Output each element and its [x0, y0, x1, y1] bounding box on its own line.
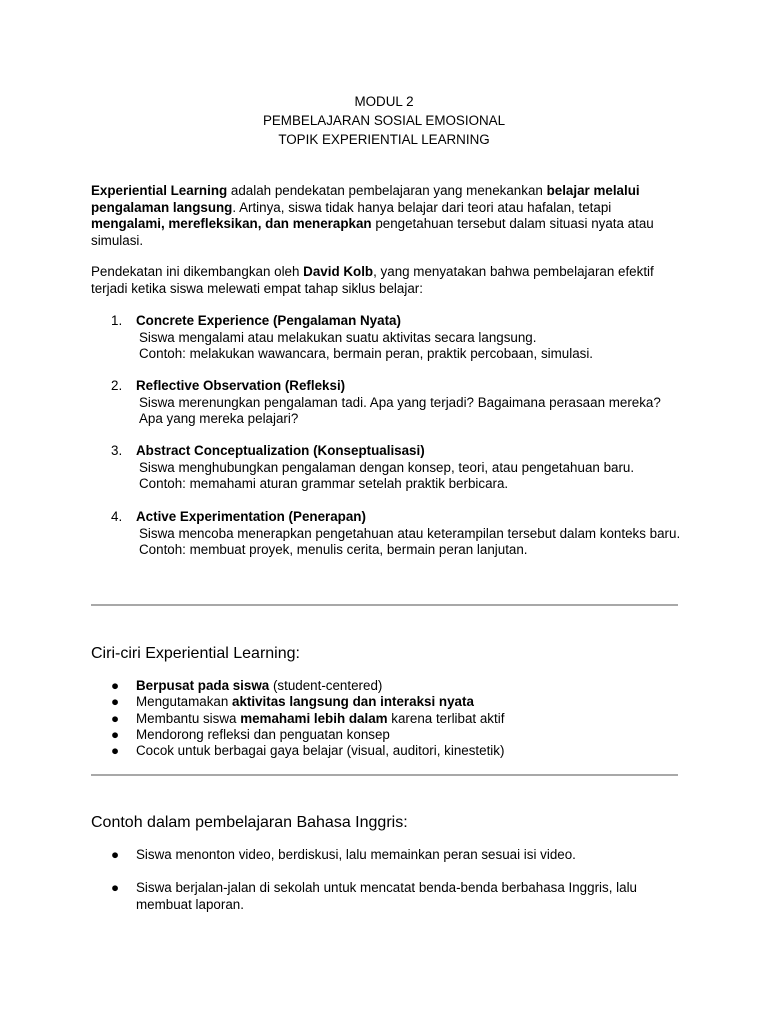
term-experiential-learning: Experiential Learning: [91, 183, 228, 198]
bullet-icon: ●: [111, 678, 120, 693]
list-item: ● Mendorong refleksi dan penguatan konsep: [111, 726, 390, 742]
module-number: MODUL 2: [354, 94, 414, 109]
stage-description: Siswa merenungkan pengalaman tadi. Apa yang terjadi? Bagaimana perasaan mereka? Apa yang mereka pelajari?: [139, 394, 661, 426]
stage-item: [111, 443, 681, 493]
stage-title: Reflective Observation (Refleksi): [136, 378, 346, 393]
kolb-paragraph: Pendekatan ini dikembangkan oleh David Kolb, yang menyatakan bahwa pembelajaran efektif terjadi ketika siswa melewati empat tahap siklus belajar:: [91, 264, 654, 296]
bullet-icon: ●: [111, 880, 120, 895]
stage-title: Abstract Conceptualization (Konseptualisasi): [136, 443, 425, 458]
list-item: ● Berpusat pada siswa (student-centered): [111, 678, 383, 693]
bullet-icon: ●: [111, 726, 120, 742]
bullet-icon: ●: [111, 710, 120, 726]
stage-example: Contoh: memahami aturan grammar setelah praktik berbicara.: [139, 476, 509, 491]
list-item: ● Siswa berjalan-jalan di sekolah untuk mencatat benda-benda berbahasa Inggris, lalu membuat laporan.: [111, 880, 637, 912]
bullet-icon: ●: [111, 847, 120, 862]
characteristics-list: [111, 678, 681, 759]
horizontal-divider: [91, 774, 678, 776]
stage-title: Active Experimentation (Penerapan): [136, 509, 366, 524]
stage-number: 3.: [111, 443, 123, 458]
stage-example: Contoh: melakukan wawancara, bermain peran, praktik percobaan, simulasi.: [139, 346, 594, 361]
stage-item: [111, 509, 681, 559]
list-item: ● Mengutamakan aktivitas langsung dan interaksi nyata: [111, 694, 474, 710]
stage-description: Siswa menghubungkan pengalaman dengan konsep, teori, atau pengetahuan baru.: [139, 459, 635, 475]
horizontal-divider: [91, 604, 678, 606]
examples-heading: Contoh dalam pembelajaran Bahasa Inggris:: [91, 814, 408, 831]
stage-item: [111, 313, 681, 363]
stage-number: 1.: [111, 313, 123, 328]
intro-paragraph: Experiential Learning adalah pendekatan pembelajaran yang menekankan belajar melalui pengalaman langsung. Artinya, siswa tidak hanya belajar dari teori atau hafalan, tetapi mengalami, merefleksikan, dan menerapkan pengetahuan tersebut dalam situasi nyata atau simulasi.: [91, 183, 654, 248]
stage-description: Siswa mencoba menerapkan pengetahuan atau keterampilan tersebut dalam konteks baru.: [139, 525, 681, 541]
list-item: ● Cocok untuk berbagai gaya belajar (visual, auditori, kinestetik): [111, 743, 505, 759]
module-title: PEMBELAJARAN SOSIAL EMOSIONAL: [262, 113, 506, 128]
characteristics-heading: Ciri-ciri Experiential Learning:: [91, 645, 300, 662]
stage-number: 2.: [111, 378, 123, 393]
stage-title: Concrete Experience (Pengalaman Nyata): [136, 313, 401, 328]
bullet-icon: ●: [111, 743, 120, 759]
author-name: David Kolb: [303, 264, 374, 279]
bullet-icon: ●: [111, 694, 120, 710]
list-item: ● Membantu siswa memahami lebih dalam karena terlibat aktif: [111, 710, 505, 726]
module-topic: TOPIK EXPERIENTIAL LEARNING: [278, 132, 490, 147]
list-item: ● Siswa menonton video, berdiskusi, lalu memainkan peran sesuai isi video.: [111, 847, 576, 862]
stage-description: Siswa mengalami atau melakukan suatu aktivitas secara langsung.: [139, 329, 537, 345]
stage-example: Contoh: membuat proyek, menulis cerita, bermain peran lanjutan.: [139, 542, 528, 557]
module-header: [0, 92, 768, 149]
stage-number: 4.: [111, 509, 123, 524]
stage-item: [111, 378, 681, 428]
